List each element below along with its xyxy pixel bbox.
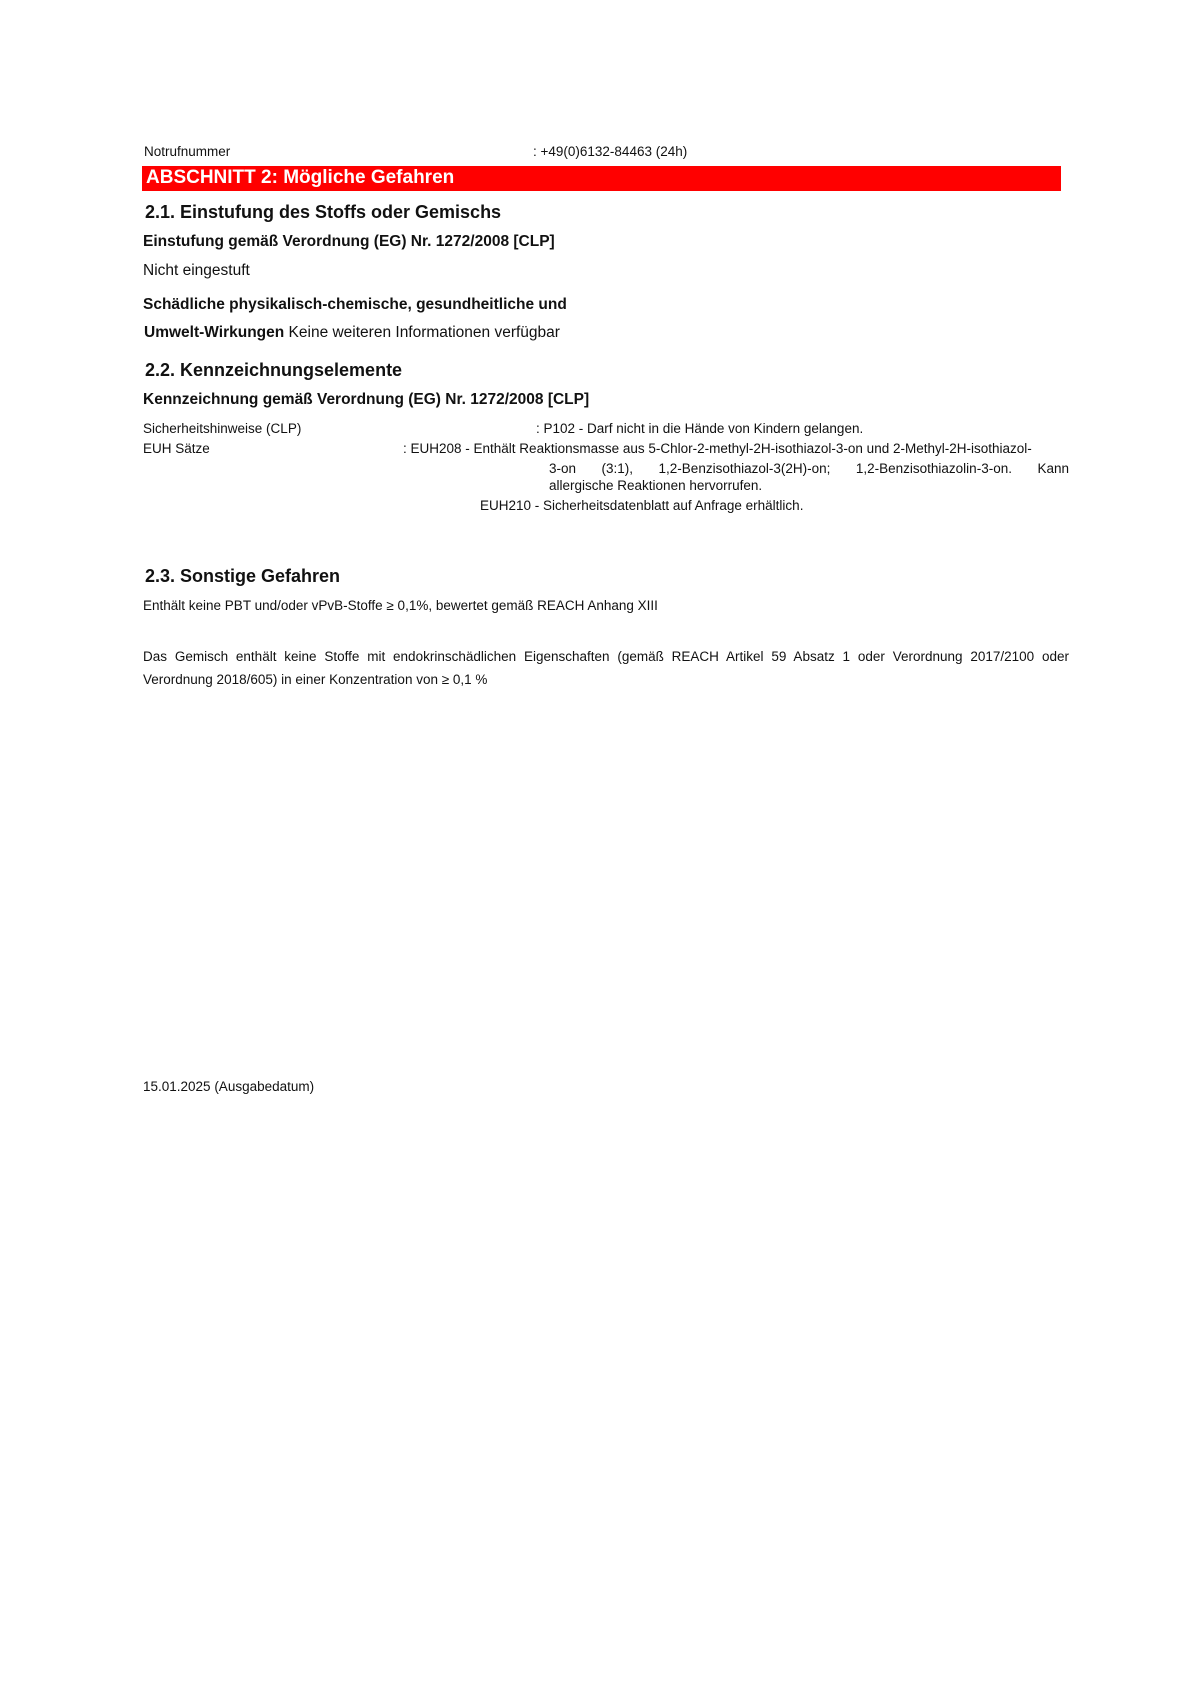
pbt-statement: Enthält keine PBT und/oder vPvB-Stoffe ≥ 0,1%, bewertet gemäß REACH Anhang XIII bbox=[143, 598, 658, 613]
emergency-number-value: : +49(0)6132-84463 (24h) bbox=[533, 144, 688, 159]
euh208-line2: 3-on (3:1), 1,2-Benzisothiazol-3(2H)-on; 1,2-Benzisothiazolin-3-on. Kann bbox=[549, 461, 1069, 476]
section-banner bbox=[142, 166, 1061, 191]
effects-value: Keine weiteren Informationen verfügbar bbox=[284, 324, 560, 341]
safety-statements-value: : P102 - Darf nicht in die Hände von Kindern gelangen. bbox=[536, 421, 864, 436]
emergency-number-label: Notrufnummer bbox=[144, 144, 231, 159]
subsection-2-2-heading: 2.2. Kennzeichnungselemente bbox=[145, 360, 403, 380]
labelling-clp-heading: Kennzeichnung gemäß Verordnung (EG) Nr. 1272/2008 [CLP] bbox=[143, 391, 590, 408]
euh210-statement: EUH210 - Sicherheitsdatenblatt auf Anfrage erhältlich. bbox=[480, 498, 804, 513]
section-title: ABSCHNITT 2: Mögliche Gefahren bbox=[146, 167, 455, 188]
euh-label: EUH Sätze bbox=[143, 441, 210, 456]
endocrine-statement: Das Gemisch enthält keine Stoffe mit endokrinschädlichen Eigenschaften (gemäß REACH Artikel 59 Absatz 1 oder Verordnung 2017/2100 oder Verordnung 2018/605) in einer Konzentration von ≥ 0,1 % bbox=[143, 649, 1069, 687]
classification-clp-heading: Einstufung gemäß Verordnung (EG) Nr. 1272/2008 [CLP] bbox=[143, 233, 555, 250]
subsection-2-3-heading: 2.3. Sonstige Gefahren bbox=[145, 566, 341, 586]
issue-date: 15.01.2025 (Ausgabedatum) bbox=[143, 1079, 315, 1094]
safety-statements-label: Sicherheitshinweise (CLP) bbox=[143, 421, 302, 436]
effects-heading-line1: Schädliche physikalisch-chemische, gesundheitliche und bbox=[143, 296, 567, 313]
classification-clp-value: Nicht eingestuft bbox=[143, 262, 250, 279]
euh208-line1: : EUH208 - Enthält Reaktionsmasse aus 5-Chlor-2-methyl-2H-isothiazol-3-on und 2-Methyl-2H-isothiazol- bbox=[403, 441, 1032, 456]
effects-heading-line2: Umwelt-Wirkungen bbox=[144, 324, 285, 341]
euh208-line3: allergische Reaktionen hervorrufen. bbox=[549, 478, 763, 493]
effects-row bbox=[144, 324, 560, 342]
subsection-2-1-heading: 2.1. Einstufung des Stoffs oder Gemischs bbox=[145, 202, 502, 222]
